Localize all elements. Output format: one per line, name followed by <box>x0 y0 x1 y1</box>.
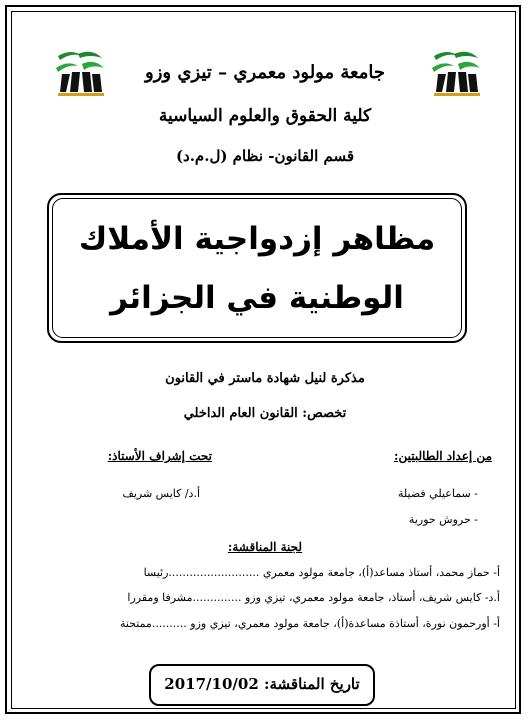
committee-heading: لجنة المناقشة: <box>227 540 303 554</box>
students-heading: من إعداد الطالبتين: <box>394 449 492 463</box>
thesis-purpose: مذكرة لنيل شهادة ماستر في القانون <box>165 371 365 386</box>
supervisor-name: أ.د/ كايس شريف <box>122 487 200 500</box>
committee-member-2: أ.د- كايس شريف، أستاذ، جامعة مولود معمري، تيزي وزو ..............مشرفا ومقررا <box>127 591 500 604</box>
committee-member-3: أ- أورحمون نورة، أستاذة مساعدة(أ)، جامعة مولود معمري، تيزي وزو ..........ممتحنة <box>119 617 500 630</box>
university-name: جامعة مولود معمري – تيزي وزو <box>145 62 385 83</box>
student-name-1: - سماعيلي فضيلة <box>398 487 478 500</box>
thesis-title-line-1: مظاهر إزدواجية الأملاك <box>78 221 436 257</box>
thesis-specialty: تخصص: القانون العام الداخلي <box>183 406 347 421</box>
committee-member-1: أ- حماز محمد، أستاذ مساعد(أ)، جامعة مولود معمري ..........................رئيسا <box>143 566 500 579</box>
supervisor-heading: تحت إشراف الأستاذ: <box>107 449 212 463</box>
department-name: قسم القانون- نظام (ل.م.د) <box>175 147 355 165</box>
student-name-2: - حروش حورية <box>408 513 478 526</box>
defense-date: تاريخ المناقشة: 2017/10/02 <box>164 675 360 693</box>
faculty-name: كلية الحقوق والعلوم السياسية <box>158 106 372 126</box>
thesis-title-line-2: الوطنية في الجزائر <box>110 280 404 316</box>
title-box-inner <box>52 198 462 338</box>
